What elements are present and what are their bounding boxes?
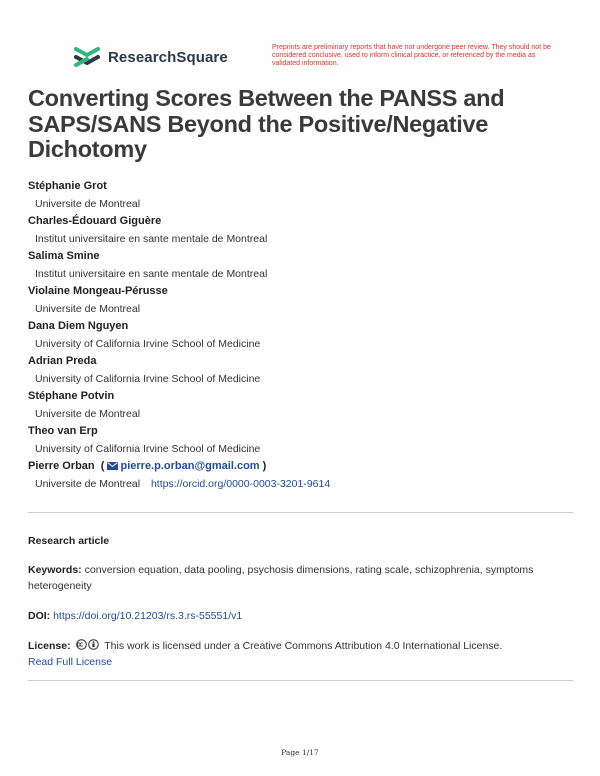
header [74,44,554,78]
keywords-text: conversion equation, data pooling, psychosis dimensions, rating scale, schizophrenia, symptoms heterogeneity [28,564,534,592]
doi-section [28,608,573,624]
author-email-link[interactable] [107,460,259,472]
research-square-logo[interactable] [74,46,228,68]
author-name: Pierre Orban ( pierre.p.orban@gmail.com ) [28,460,267,472]
logo-word-research: Research [108,48,177,66]
license-label: License: [28,640,71,652]
research-square-logo-icon [74,46,100,68]
keywords-label: Keywords: [28,564,82,576]
author-entry [28,318,588,353]
author-affiliation: Universite de Montreal [35,198,141,210]
author-list [28,178,588,493]
license-section [28,638,573,670]
author-affiliation: University of California Irvine School of Medicine [35,373,261,385]
logo-word-square: Square [176,48,228,66]
author-affiliation [28,475,588,493]
divider [28,680,573,681]
author-affiliation: Universite de Montreal [35,303,141,315]
author-name: Theo van Erp [28,425,98,437]
author-name: Stéphane Potvin [28,390,115,402]
mail-icon [107,462,118,470]
page-number: Page 1/17 [281,748,319,757]
author-name: Violaine Mongeau-Pérusse [28,285,168,297]
paper-title: Converting Scores Between the PANSS and SAPS/SANS Beyond the Positive/Negative Dichotomy [28,85,505,162]
corresponding-affiliation: Universite de Montreal [35,478,141,490]
author-entry [28,213,588,248]
author-affiliation: Institut universitaire en sante mentale de Montreal [35,268,268,280]
read-full-license-link[interactable]: Read Full License [28,656,113,668]
author-name: Stéphanie Grot [28,180,107,192]
preprint-disclaimer: Preprints are preliminary reports that have not undergone peer review. They should not be considered conclusive, used to inform clinical practice, or referenced by the media as validated information. [272,44,551,68]
author-name: Adrian Preda [28,355,97,367]
author-name: Charles-Édouard Giguère [28,215,162,227]
corresponding-author-name: Pierre Orban [28,460,95,472]
creative-commons-icon [76,639,100,650]
author-affiliation: University of California Irvine School of Medicine [35,443,261,455]
author-entry [28,423,588,458]
author-name: Dana Diem Nguyen [28,320,129,332]
license-text: This work is licensed under a Creative Commons Attribution 4.0 International License. [104,640,503,652]
doi-link[interactable]: https://doi.org/10.21203/rs.3.rs-55551/v1 [53,610,243,622]
author-affiliation: University of California Irvine School of Medicine [35,338,261,350]
keywords-section [28,562,573,594]
corresponding-author [28,458,588,493]
author-affiliation: Universite de Montreal [35,408,141,420]
logo-text [108,49,228,66]
doi-label: DOI: [28,610,51,622]
divider [28,512,573,513]
article-type [28,533,573,549]
author-entry [28,248,588,283]
author-entry [28,388,588,423]
author-entry [28,353,588,388]
author-entry [28,178,588,213]
author-email: pierre.p.orban@gmail.com [120,460,260,472]
author-name: Salima Smine [28,250,100,262]
author-entry [28,283,588,318]
author-affiliation: Institut universitaire en sante mentale de Montreal [35,233,268,245]
article-type-label: Research article [28,535,110,547]
orcid-link[interactable]: https://orcid.org/0000-0003-3201-9614 [150,478,331,490]
